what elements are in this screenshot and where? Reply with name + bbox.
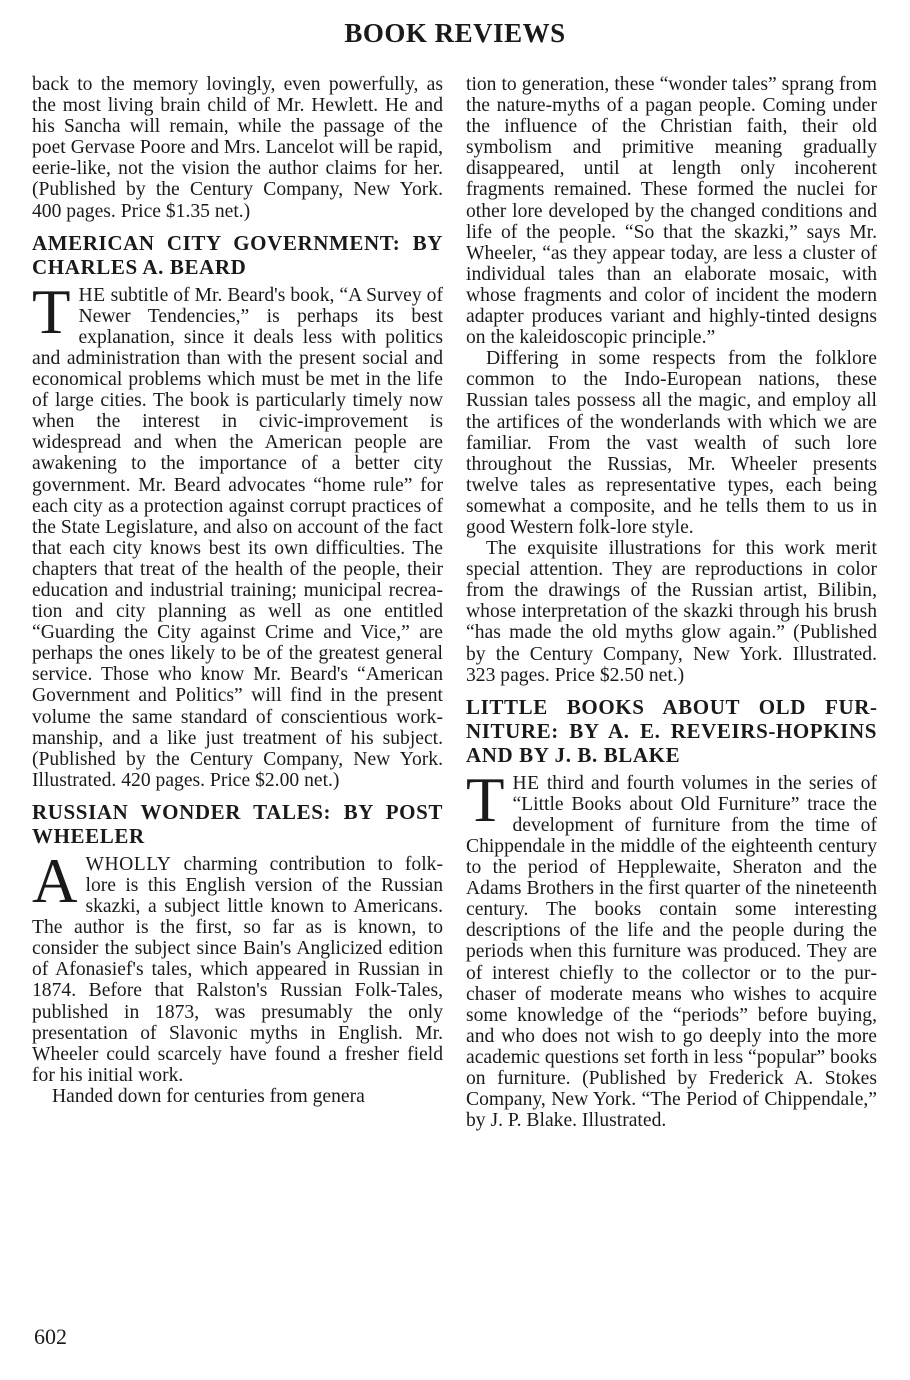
right-column — [466, 74, 877, 1131]
continuation-paragraph: back to the memory lovingly, even powerfully, as the most living brain child of Mr. Hewlett. He and his Sancha will remain, while the passage of the poet Gervase Poore and Mrs. Lancelot will be rapid, eerie-like, not the vision the author claims for her. (Published by the Century Company, New York. 400 pages. Price $1.35 net.) — [32, 74, 443, 222]
first-word: WHOLLY — [85, 853, 172, 875]
page-number: 602 — [34, 1324, 67, 1349]
drop-cap: T — [32, 276, 71, 347]
review-text: third and fourth volumes in the series of “Little Books about Old Furniture” trace the development of furniture from the time of Chippendale in the middle of the eighteenth century to the period of Hepplewaite, Sheraton and the Adams Brothers in the first quarter of the nineteenth century. The books contain some interesting descriptions of the life and the people during the periods when this furniture was produced. They are of interest chiefly to the collector or to the purchaser of moderate means who wishes to acquire some knowledge of the “periods” before buying, and who does not wish to go deeply into the more academic questions set forth in less “popular” books on furniture. (Published by Frederick A. Stokes Company, New York. “The Period of Chippendale,” by J. P. Blake. Illustrated. — [466, 772, 877, 1132]
first-word: HE — [78, 284, 106, 306]
drop-cap: T — [466, 764, 505, 835]
review-paragraph: Handed down for centuries from genera — [52, 1085, 365, 1107]
review-paragraph: The exquisite illustrations for this work merit special attention. They are reproductions in color from the drawings of the Russian artist, Bilibin, whose interpretation of the skazki through his brush “has made the old myths glow again.” (Published by the Century Company, New York. Illustrated. 323 pages. Price $2.50 net.) — [466, 538, 877, 686]
review-text: charming contribution to folk-lore is this English version of the Russian skazki, a subject little known to Americans. The author is the first, so far as is known, to consider the subject since Bain's Anglicized edition of Afonasief's tales, which appeared in Russian in 1874. Before that Ralston's Russian Folk-Tales, published in 1873, was presumably the only presentation of Slavonic myths in English. Mr. Wheeler could scarcely have found a fresher field for his initial work. — [32, 853, 443, 1086]
review-paragraph: Differing in some respects from the folklore common to the Indo-European nations, these Russian tales possess all the magic, and employ all the artifices of the wonderlands with which we are familiar. From the vast wealth of such lore throughout the Russias, Mr. Wheeler presents twelve tales as representative types, each being somewhat a composite, and he tells them to us in good Western folk-lore style. — [466, 348, 877, 538]
review-heading-russian-wonder-tales: RUSSIAN WONDER TALES: BY POST WHEELER — [32, 799, 443, 848]
review-heading-city-government: AMERICAN CITY GOVERNMENT: BY CHARLES A. BEARD — [32, 230, 443, 279]
drop-cap: A — [32, 845, 78, 916]
left-column — [32, 74, 443, 1107]
review-body-city-government — [32, 276, 443, 791]
review-heading-old-furniture: LITTLE BOOKS ABOUT OLD FURNITURE: BY A. E. REVEIRS-HOPKINS AND BY J. B. BLAKE — [466, 694, 877, 767]
review-paragraph: tion to generation, these “wonder tales” sprang from the nature-myths of a pagan people. Coming under the influence of the Christian faith, their old symbolism and primitive meaning gradually disappeared, until at length only incoherent fragments remained. These formed the nuclei for other lore developed by the changed conditions and life of the people. “So that the skazki,” says Mr. Wheeler, “as they appear today, are less a cluster of individual tales than an elaborate mosaic, with whose fragments and color of incident the modern adapter produces variant and highly-tinted designs on the kaleidoscopic principle.” — [466, 74, 877, 349]
review-body-russian-wonder-tales — [32, 845, 443, 1086]
page-header: BOOK REVIEWS — [344, 18, 566, 48]
review-text: subtitle of Mr. Beard's book, “A Survey of Newer Tendencies,” is perhaps its best explanation, since it deals less with politics and administration than with the present social and economical problems which must be met in the life of large cities. The book is particularly timely now when the interest in civic-improvement is widespread and when the American people are awakening to the importance of a better city government. Mr. Beard advocates “home rule” for each city as a protection against corrupt practices of the State Legislature, and also on account of the fact that each city knows best its own difficulties. The chapters that treat of the health of the people, their education and industrial training; municipal recreation and city planning as well as one entitled “Guarding the City against Crime and Vice,” are perhaps the ones likely to be of the greatest general service. Those who know Mr. Beard's “American Government and Politics” will find in the present volume the same standard of conscientious workmanship, and a like just treatment of his subject. (Published by the Century Company, New York. Illustrated. 420 pages. Price $2.00 net.) — [32, 284, 443, 791]
review-body-old-furniture — [466, 764, 877, 1132]
first-word: HE — [512, 772, 540, 794]
